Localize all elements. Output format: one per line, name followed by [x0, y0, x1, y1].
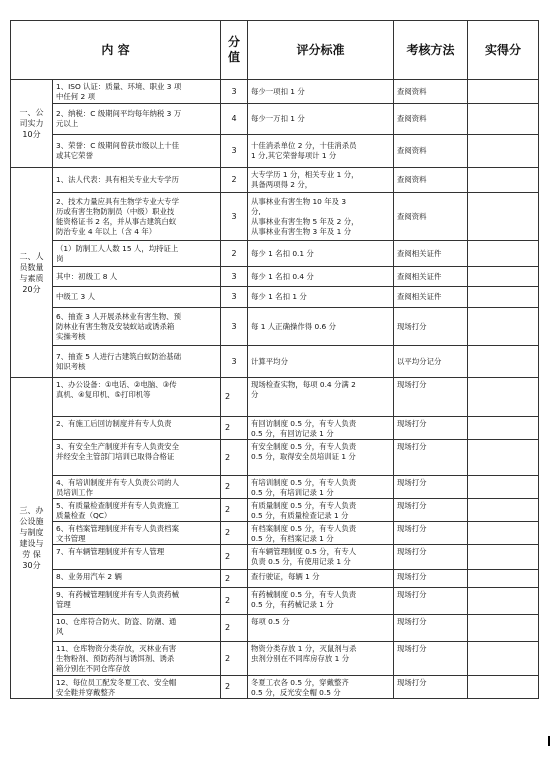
item-score: 2 — [221, 499, 248, 522]
item-content: 其中：初级工 8 人 — [53, 267, 221, 287]
table-row — [11, 676, 539, 699]
item-score: 2 — [221, 378, 248, 417]
item-content: 5、有质量检查制度并有专人负责施工 质量检查（QC） — [53, 499, 221, 522]
item-score: 3 — [221, 267, 248, 287]
item-standard: 计算平均分 — [248, 346, 394, 378]
item-content: 8、业务用汽车 2 辆 — [53, 570, 221, 588]
item-method: 现场打分 — [394, 308, 468, 346]
item-method: 查阅资料 — [394, 193, 468, 241]
item-method: 现场打分 — [394, 570, 468, 588]
item-actual-score[interactable] — [468, 476, 539, 499]
item-standard: 查行驶证，每辆 1 分 — [248, 570, 394, 588]
item-standard: 现场检查实物，每项 0.4 分满 2 分 — [248, 378, 394, 417]
item-actual-score[interactable] — [468, 287, 539, 308]
header-actual: 实得分 — [468, 21, 539, 80]
item-actual-score[interactable] — [468, 676, 539, 699]
item-score: 2 — [221, 440, 248, 476]
item-actual-score[interactable] — [468, 545, 539, 570]
table-row — [11, 440, 539, 476]
table-row — [11, 570, 539, 588]
item-standard: 每少一项扣 1 分 — [248, 80, 394, 104]
item-standard: 从事林业有害生物 10 年及 3 分, 从事林业有害生物 5 年及 2 分， 从事林业有害生物 3 年及 1 分 — [248, 193, 394, 241]
item-actual-score[interactable] — [468, 642, 539, 676]
table-row — [11, 308, 539, 346]
scoring-table — [10, 20, 539, 699]
item-method: 现场打分 — [394, 499, 468, 522]
table-row — [11, 476, 539, 499]
item-actual-score[interactable] — [468, 135, 539, 168]
item-standard: 有档案制度 0.5 分，有专人负责 0.5 分，有档案记录 1 分 — [248, 522, 394, 545]
item-actual-score[interactable] — [468, 615, 539, 642]
item-content: 2、纳税：C 级期间平均每年纳税 3 万 元以上 — [53, 104, 221, 135]
header-row — [11, 21, 539, 80]
item-score: 4 — [221, 104, 248, 135]
item-content: （1）防制工人人数 15 人，均持证上 岗 — [53, 241, 221, 267]
item-score: 2 — [221, 476, 248, 499]
item-method: 现场打分 — [394, 545, 468, 570]
item-actual-score[interactable] — [468, 80, 539, 104]
item-method: 现场打分 — [394, 642, 468, 676]
section-title: 一、公 司实力 10分 — [11, 80, 53, 168]
item-standard: 有回访制度 0.5 分，有专人负责 0.5 分，有回访记录 1 分 — [248, 417, 394, 440]
table-row — [11, 588, 539, 615]
item-actual-score[interactable] — [468, 588, 539, 615]
item-standard: 每少一万扣 1 分 — [248, 104, 394, 135]
item-actual-score[interactable] — [468, 168, 539, 193]
item-standard: 每 1 人正确操作得 0.6 分 — [248, 308, 394, 346]
table-row — [11, 241, 539, 267]
item-content: 1、ISO 认证：质量、环境、职业 3 项 中任何 2 项 — [53, 80, 221, 104]
item-score: 2 — [221, 417, 248, 440]
table-row — [11, 499, 539, 522]
item-content: 2、技术力量应具有生物学专业大专学 历或有害生物防制员（中级）职业技 能资格证书 2 名，并从事古建筑白蚁 防治专业 4 年以上（含 4 年） — [53, 193, 221, 241]
item-score: 2 — [221, 570, 248, 588]
item-content: 3、荣誉：C 级期间曾获市级以上十佳 或其它荣誉 — [53, 135, 221, 168]
item-content: 6、抽查 3 人开展杀林业有害生物、预 防林业有害生物及安装蚁站或诱杀箱 实操考核 — [53, 308, 221, 346]
item-method: 查阅资料 — [394, 80, 468, 104]
table-row — [11, 615, 539, 642]
table-row — [11, 104, 539, 135]
item-method: 查阅资料 — [394, 168, 468, 193]
item-standard: 大专学历 1 分，相关专业 1 分， 具备两项得 2 分， — [248, 168, 394, 193]
item-standard: 每少 1 名扣 1 分 — [248, 287, 394, 308]
item-standard: 物资分类存放 1 分，灭鼠剂与杀 虫剂分别在不同库房存放 1 分 — [248, 642, 394, 676]
item-actual-score[interactable] — [468, 308, 539, 346]
item-standard: 有质量制度 0.5 分，有专人负责 0.5 分，有质量检查记录 1 分 — [248, 499, 394, 522]
item-method: 现场打分 — [394, 440, 468, 476]
header-method: 考核方法 — [394, 21, 468, 80]
item-actual-score[interactable] — [468, 104, 539, 135]
item-score: 3 — [221, 193, 248, 241]
table-row — [11, 642, 539, 676]
item-method: 现场打分 — [394, 522, 468, 545]
item-score: 3 — [221, 80, 248, 104]
item-score: 3 — [221, 308, 248, 346]
item-standard: 每项 0.5 分 — [248, 615, 394, 642]
item-method: 查阅相关证件 — [394, 287, 468, 308]
table-row — [11, 346, 539, 378]
table-row — [11, 287, 539, 308]
table-row — [11, 417, 539, 440]
item-actual-score[interactable] — [468, 522, 539, 545]
item-method: 查阅相关证件 — [394, 267, 468, 287]
item-content: 7、有车辆管理制度并有专人管理 — [53, 545, 221, 570]
item-method: 现场打分 — [394, 417, 468, 440]
item-actual-score[interactable] — [468, 440, 539, 476]
item-score: 2 — [221, 545, 248, 570]
item-method: 现场打分 — [394, 378, 468, 417]
item-content: 9、有药械管理制度并有专人负责药械 管理 — [53, 588, 221, 615]
item-content: 中级工 3 人 — [53, 287, 221, 308]
item-score: 3 — [221, 287, 248, 308]
item-actual-score[interactable] — [468, 378, 539, 417]
table-row — [11, 80, 539, 104]
item-content: 12、每位员工配发冬夏工衣、安全帽 安全鞋并穿戴整齐 — [53, 676, 221, 699]
item-method: 查阅资料 — [394, 104, 468, 135]
item-method: 现场打分 — [394, 476, 468, 499]
item-score: 2 — [221, 615, 248, 642]
item-score: 2 — [221, 522, 248, 545]
item-standard: 十佳消杀单位 2 分，十佳消杀员 1 分,其它荣誉每项计 1 分 — [248, 135, 394, 168]
edge-mark — [548, 736, 550, 746]
item-standard: 有药械制度 0.5 分，有专人负责 0.5 分，有药械记录 1 分 — [248, 588, 394, 615]
item-content: 6、有档案管理制度并有专人负责档案 文书管理 — [53, 522, 221, 545]
item-standard: 每少 1 名扣 0.4 分 — [248, 267, 394, 287]
header-score: 分 值 — [221, 21, 248, 80]
item-score: 2 — [221, 642, 248, 676]
item-actual-score[interactable] — [468, 346, 539, 378]
header-content: 内 容 — [11, 21, 221, 80]
item-score: 2 — [221, 588, 248, 615]
item-content: 10、仓库符合防火、防盗、防潮、通 风 — [53, 615, 221, 642]
item-actual-score[interactable] — [468, 267, 539, 287]
section-title: 三、办 公设施 与制度 建设与 劳 保 30分 — [11, 378, 53, 699]
item-method: 以平均分记分 — [394, 346, 468, 378]
item-method: 现场打分 — [394, 615, 468, 642]
item-content: 11、仓库物资分类存放，灭林业有害 生物粉剂、预防药剂与诱饵剂、诱杀 箱分别在不同仓库存放 — [53, 642, 221, 676]
table-row — [11, 267, 539, 287]
item-content: 1、办公设备：①电话、②电脑、③传 真机、④复印机、⑤打印机等 — [53, 378, 221, 417]
item-score: 2 — [221, 241, 248, 267]
item-method: 查阅资料 — [394, 135, 468, 168]
item-score: 2 — [221, 676, 248, 699]
item-content: 7、抽查 5 人进行古建筑白蚁防治基础 知识考核 — [53, 346, 221, 378]
item-content: 1、法人代表：具有相关专业大专学历 — [53, 168, 221, 193]
section-title: 二、人 员数量 与素质 20分 — [11, 168, 53, 378]
item-content: 3、有安全生产制度并有专人负责安全 并经安全主管部门培训已取得合格证 — [53, 440, 221, 476]
item-score: 3 — [221, 135, 248, 168]
table-row — [11, 545, 539, 570]
table-row — [11, 168, 539, 193]
table-body — [11, 80, 539, 699]
item-content: 2、有施工后回访制度并有专人负责 — [53, 417, 221, 440]
item-actual-score[interactable] — [468, 417, 539, 440]
item-standard: 冬夏工衣各 0.5 分，穿戴整齐 0.5 分，反光安全帽 0.5 分 — [248, 676, 394, 699]
table-row — [11, 378, 539, 417]
item-actual-score[interactable] — [468, 570, 539, 588]
item-content: 4、有培训制度并有专人负责公司的人 员培训工作 — [53, 476, 221, 499]
header-standard: 评分标准 — [248, 21, 394, 80]
item-standard: 有培训制度 0.5 分，有专人负责 0.5 分，有培训记录 1 分 — [248, 476, 394, 499]
table-row — [11, 193, 539, 241]
item-actual-score[interactable] — [468, 499, 539, 522]
item-method: 现场打分 — [394, 588, 468, 615]
table-row — [11, 522, 539, 545]
item-score: 3 — [221, 346, 248, 378]
item-score: 2 — [221, 168, 248, 193]
item-method: 现场打分 — [394, 676, 468, 699]
item-standard: 每少 1 名扣 0.1 分 — [248, 241, 394, 267]
item-actual-score[interactable] — [468, 193, 539, 241]
item-standard: 有车辆管理制度 0.5 分，有专人 负责 0.5 分，有使用记录 1 分 — [248, 545, 394, 570]
item-actual-score[interactable] — [468, 241, 539, 267]
table-row — [11, 135, 539, 168]
item-standard: 有安全制度 0.5 分，有专人负责 0.5 分，取得安全员培训证 1 分 — [248, 440, 394, 476]
item-method: 查阅相关证件 — [394, 241, 468, 267]
